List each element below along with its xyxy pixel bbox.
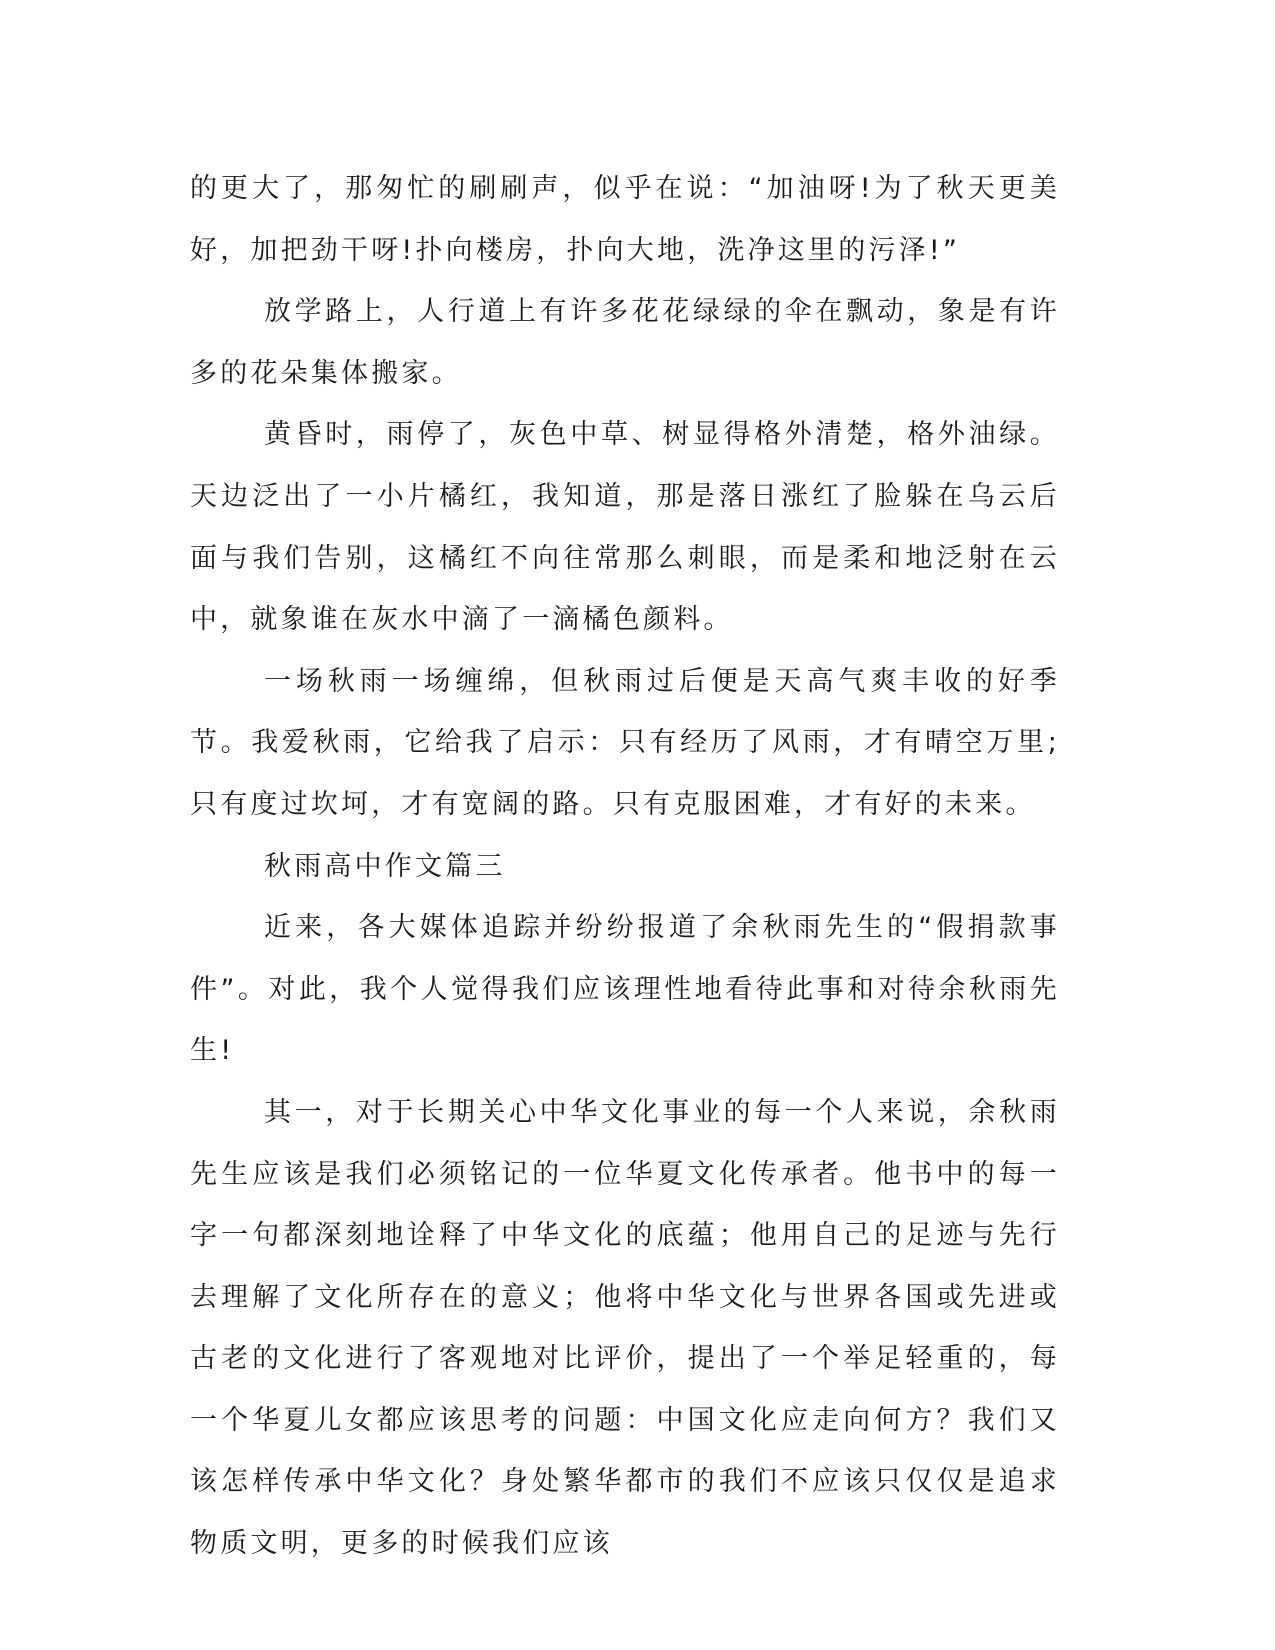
- paragraph: 一场秋雨一场缠绵，但秋雨过后便是天高气爽丰收的好季节。我爱秋雨，它给我了启示：只有经历了风雨，才有晴空万里;只有度过坎坷，才有宽阔的路。只有克服困难，才有好的未来。: [190, 665, 1060, 820]
- paragraph: 其一，对于长期关心中华文化事业的每一个人来说，余秋雨先生应该是我们必须铭记的一位华夏文化传承者。他书中的每一字一句都深刻地诠释了中华文化的底蕴；他用自己的足迹与先行去理解了文化所存在的意义；他将中华文化与世界各国或先进或古老的文化进行了客观地对比评价，提出了一个举足轻重的，每一个华夏儿女都应该思考的问题：中国文化应走向何方？我们又该怎样传承中华文化？身处繁华都市的我们不应该只仅仅是追求物质文明，更多的时候我们应该: [190, 1096, 1060, 1560]
- paragraph: 的更大了，那匆忙的刷刷声，似乎在说：“加油呀!为了秋天更美好，加把劲干呀!扑向楼房，扑向大地，洗净这里的污泽!”: [190, 173, 1060, 266]
- document-body: [190, 158, 1060, 1575]
- paragraph: 近来，各大媒体追踪并纷纷报道了余秋雨先生的“假捐款事件”。对此，我个人觉得我们应该理性地看待此事和对待余秋雨先生!: [190, 912, 1060, 1067]
- paragraph: 黄昏时，雨停了，灰色中草、树显得格外清楚，格外油绿。天边泛出了一小片橘红，我知道，那是落日涨红了脸躲在乌云后面与我们告别，这橘红不向往常那么刺眼，而是柔和地泛射在云中，就象谁在灰水中滴了一滴橘色颜料。: [190, 419, 1060, 636]
- paragraph: 放学路上，人行道上有许多花花绿绿的伞在飘动，象是有许多的花朵集体搬家。: [190, 296, 1060, 389]
- section-heading: 秋雨高中作文篇三: [264, 850, 506, 882]
